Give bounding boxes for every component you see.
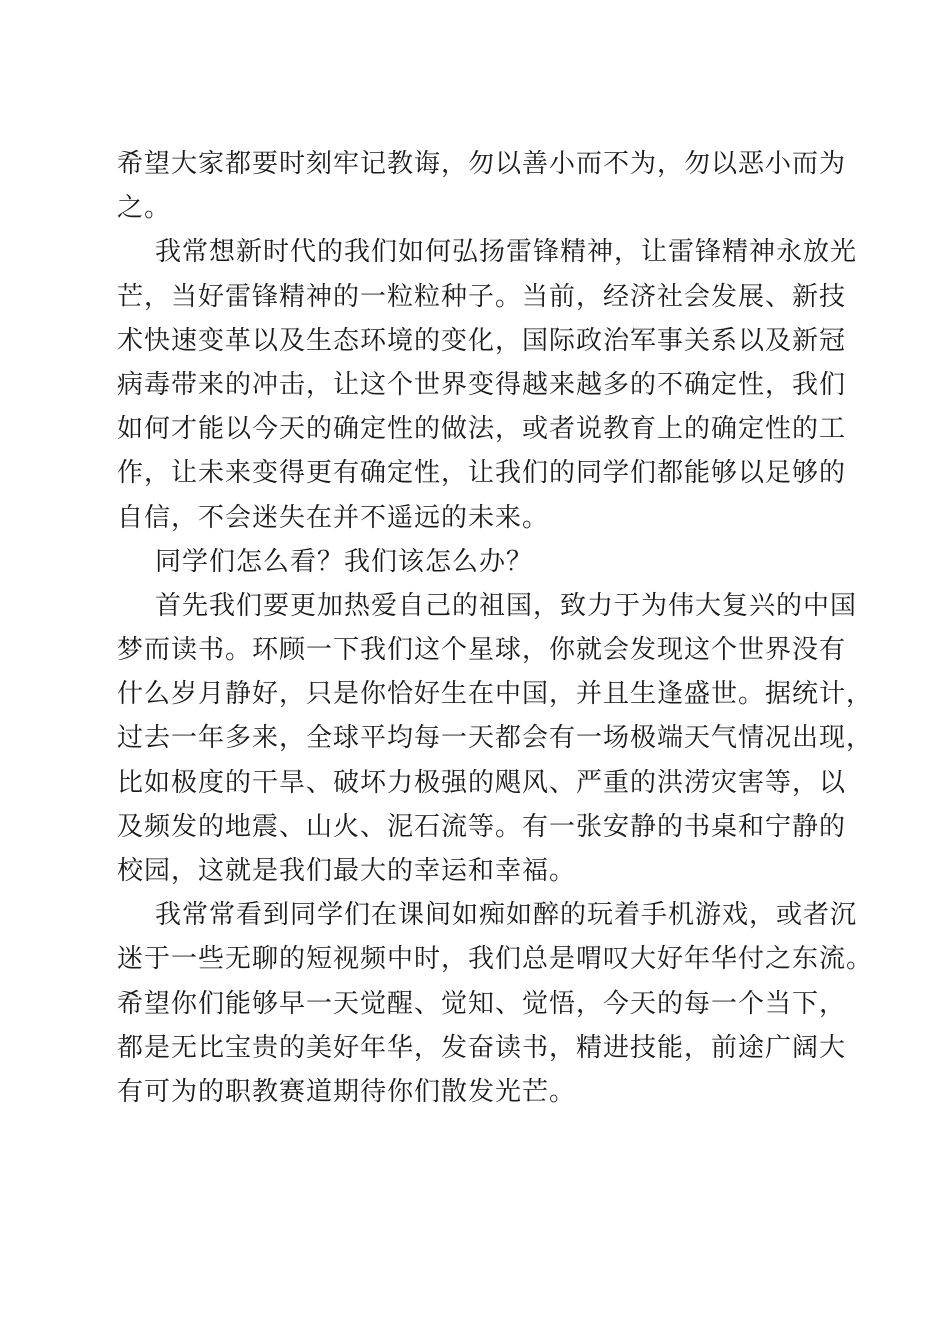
text-line: 我常想新时代的我们如何弘扬雷锋精神，让雷锋精神永放光 (155, 237, 858, 268)
text-line: 我常常看到同学们在课间如痴如醉的玩着手机游戏，或者沉 (155, 900, 858, 931)
text-line: 梦而读书。环顾一下我们这个星球，你就会发现这个世界没有 (117, 635, 847, 666)
text-line: 芒，当好雷锋精神的一粒粒种子。当前，经济社会发展、新技 (117, 281, 847, 312)
text-line: 如何才能以今天的确定性的做法，或者说教育上的确定性的工 (117, 414, 847, 445)
text-line: 校园，这就是我们最大的幸运和幸福。 (117, 856, 577, 886)
body-text (117, 142, 874, 1114)
text-line: 自信，不会迷失在并不遥远的未来。 (117, 502, 550, 533)
text-line: 迷于一些无聊的短视频中时，我们总是喟叹大好年华付之东流。 (117, 944, 874, 975)
paragraph-4 (117, 584, 874, 893)
paragraph-2 (117, 230, 858, 539)
text-line: 首先我们要更加热爱自己的祖国，致力于为伟大复兴的中国 (155, 590, 858, 621)
text-line: 过去一年多来，全球平均每一天都会有一场极端天气情况出现， (117, 723, 874, 754)
text-line: 什么岁月静好，只是你恰好生在中国，并且生逢盛世。据统计， (117, 679, 874, 710)
paragraph-5 (117, 893, 874, 1114)
text-line: 有可为的职教赛道期待你们散发光芒。 (117, 1076, 577, 1107)
text-line: 希望你们能够早一天觉醒、觉知、觉悟，今天的每一个当下， (117, 988, 847, 1019)
paragraph-1 (117, 142, 847, 230)
text-line: 比如极度的干旱、破坏力极强的飓风、严重的洪涝灾害等，以 (117, 767, 847, 798)
text-line: 及频发的地震、山火、泥石流等。有一张安静的书桌和宁静的 (117, 811, 847, 842)
text-line: 术快速变革以及生态环境的变化，国际政治军事关系以及新冠 (117, 325, 847, 356)
text-line: 作，让未来变得更有确定性，让我们的同学们都能够以足够的 (117, 458, 847, 489)
text-line: 之。 (117, 193, 172, 224)
text-line: 希望大家都要时刻牢记教诲，勿以善小而不为，勿以恶小而为 (117, 149, 847, 179)
text-line: 同学们怎么看？我们该怎么办？ (155, 546, 534, 577)
text-line: 病毒带来的冲击，让这个世界变得越来越多的不确定性，我们 (117, 369, 847, 400)
paragraph-3 (117, 540, 837, 584)
text-line: 都是无比宝贵的美好年华，发奋读书，精进技能，前途广阔大 (117, 1032, 847, 1063)
